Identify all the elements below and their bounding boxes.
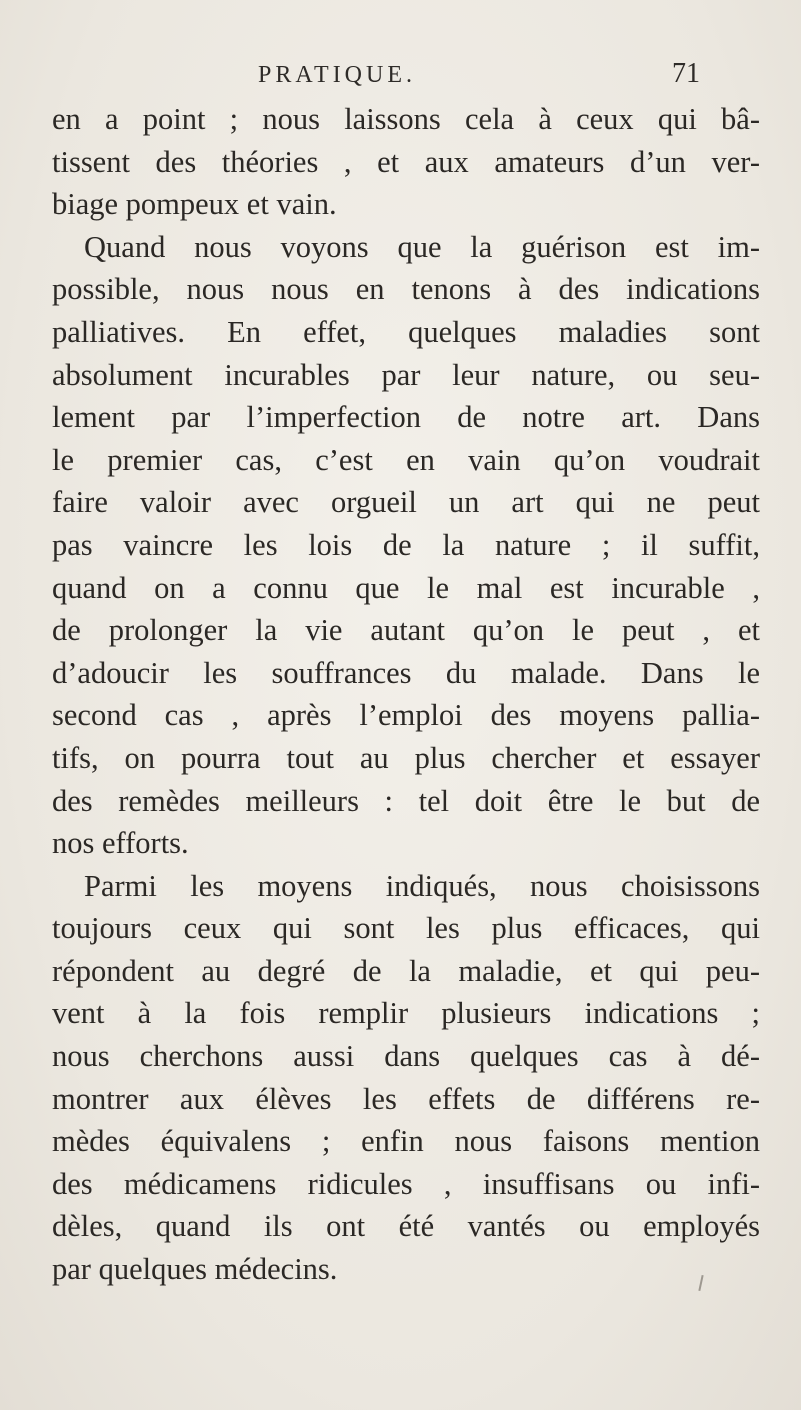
text-line: tifs, on pourra tout au plus chercher et essayer [52, 740, 760, 775]
text-line: des remèdes meilleurs : tel doit être le but de [52, 783, 760, 818]
text-line: vent à la fois remplir plusieurs indications ; [52, 996, 760, 1031]
text-line: répondent au degré de la maladie, et qui peu- [52, 953, 760, 988]
text-line: toujours ceux qui sont les plus efficaces, qui [52, 911, 760, 946]
text-line: biage pompeux et vain. [52, 187, 337, 222]
text-line: des médicamens ridicules , insuffisans ou infi- [52, 1166, 760, 1201]
paragraph-first-line: Parmi les moyens indiqués, nous choisissons [84, 868, 760, 903]
text-line: palliatives. En effet, quelques maladies sont [52, 314, 760, 349]
text-line: nous cherchons aussi dans quelques cas à dé- [52, 1039, 760, 1074]
text-line: par quelques médecins. [52, 1252, 338, 1287]
text-line: mèdes équivalens ; enfin nous faisons mention [52, 1124, 760, 1159]
text-line: d’adoucir les souffrances du malade. Dans le [52, 655, 760, 690]
paragraph-first-line: Quand nous voyons que la guérison est im- [84, 229, 760, 264]
text-line: nos efforts. [52, 826, 189, 861]
text-line: pas vaincre les lois de la nature ; il suffit, [52, 527, 760, 562]
text-line: tissent des théories , et aux amateurs d’un ver- [52, 144, 760, 179]
text-line: dèles, quand ils ont été vantés ou employés [52, 1209, 760, 1244]
body-text [52, 98, 760, 1291]
running-header [0, 58, 801, 98]
text-line: possible, nous nous en tenons à des indications [52, 272, 760, 307]
text-line: de prolonger la vie autant qu’on le peut , et [52, 613, 760, 648]
text-line: faire valoir avec orgueil un art qui ne peut [52, 485, 760, 520]
text-line: second cas , après l’emploi des moyens pallia- [52, 698, 760, 733]
text-line: absolument incurables par leur nature, ou seu- [52, 357, 760, 392]
text-line: lement par l’imperfection de notre art. Dans [52, 400, 760, 435]
text-line: le premier cas, c’est en vain qu’on voudrait [52, 442, 760, 477]
page-number: 71 [672, 58, 700, 89]
text-line: montrer aux élèves les effets de différens re- [52, 1081, 760, 1116]
running-title: PRATIQUE. [258, 62, 417, 88]
text-line: en a point ; nous laissons cela à ceux qui bâ- [52, 102, 760, 136]
text-line: quand on a connu que le mal est incurable , [52, 570, 760, 605]
